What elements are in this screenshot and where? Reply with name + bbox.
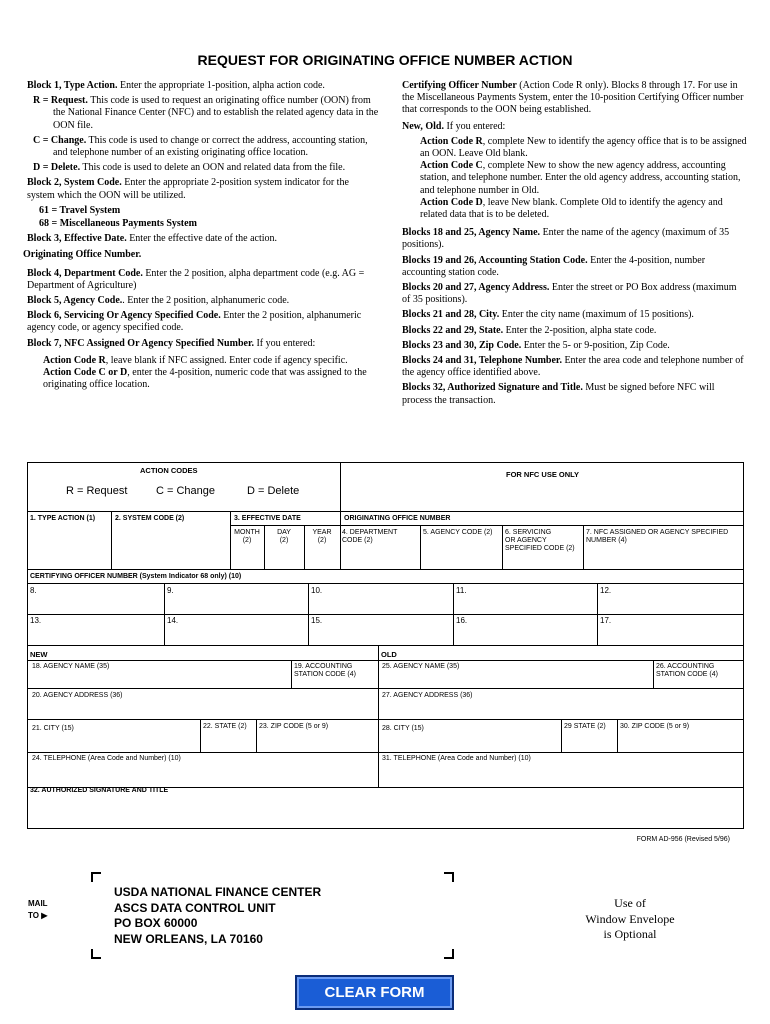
d-instr: D = Delete. This code is used to delete an OON and related data from the file. [33, 162, 346, 174]
mail-text: MAIL [28, 899, 48, 908]
b7r-instr: Action Code R, leave blank if NFC assigned. Enter code if agency specific. [43, 354, 348, 366]
sys61: 61 = Travel System [39, 204, 121, 216]
address-line-4: NEW ORLEANS, LA 70160 [114, 931, 263, 946]
divider [28, 645, 743, 646]
b24-instr: Blocks 24 and 31, Telephone Number. Enter the area code and telephone number of the agency office identified above. [402, 355, 744, 379]
divider [28, 688, 743, 689]
cert-9: 9. [167, 586, 174, 595]
window-corner-bottom-right [444, 949, 454, 959]
b32-instr: Blocks 32, Authorized Signature and Title. Must be signed before NFC will process the transaction. [402, 382, 715, 406]
address-line-2: ASCS DATA CONTROL UNIT [114, 900, 276, 915]
arrow-right-icon: ▶ [41, 911, 48, 920]
field-26-label: 26. ACCOUNTING STATION CODE (4) [656, 663, 718, 678]
divider [28, 511, 743, 512]
divider [617, 719, 618, 752]
cert-10: 10. [311, 586, 323, 595]
to-text: TO [28, 911, 39, 920]
mail-to-label [28, 898, 48, 922]
field-7-label: 7. NFC ASSIGNED OR AGENCY SPECIFIED NUMBER (4) [586, 529, 729, 544]
divider [597, 583, 598, 645]
divider [200, 719, 201, 752]
block6-instr: Block 6, Servicing Or Agency Specified Code. Enter the 2 position, alphanumeric agency code, or agency specified code. [27, 310, 362, 334]
address-line-1: USDA NATIONAL FINANCE CENTER [114, 885, 322, 899]
cert-16: 16. [456, 616, 468, 625]
year-label: YEAR (2) [312, 529, 332, 544]
divider [28, 569, 743, 570]
block5-instr: Block 5, Agency Code.. Enter the 2 position, alphanumeric code. [27, 295, 290, 307]
divider [453, 583, 454, 645]
sys68: 68 = Miscellaneous Payments System [39, 218, 197, 230]
b22-instr: Blocks 22 and 29, State. Enter the 2-position, alpha state code. [402, 324, 657, 336]
field-3-label: 3. EFFECTIVE DATE [234, 515, 301, 522]
legend-request: R = Request [66, 485, 128, 497]
form-number: FORM AD-956 (Revised 5/96) [636, 836, 730, 843]
divider [502, 525, 503, 569]
r-instr: R = Request. This code is used to request an originating office number (OON) from the National Finance Center (NFC) and to establish the related agency data in the OON file. [33, 95, 379, 131]
c-instr: C = Change. This code is used to change or correct the address, accounting station, and telephone number of an existing originating office location. [33, 134, 368, 159]
divider [28, 660, 743, 661]
window-corner-bottom-left [91, 949, 101, 959]
legend-change: C = Change [156, 485, 216, 497]
day-label: DAY (2) [277, 529, 291, 544]
b21-instr: Blocks 21 and 28, City. Enter the city name (maximum of 15 positions). [402, 309, 694, 321]
field-28-label: 28. CITY (15) [382, 725, 424, 732]
divider [111, 511, 112, 569]
acd-instr: Action Code D, leave New blank. Complete Old to identify the agency and related data that is to be deleted. [420, 196, 723, 221]
divider [291, 660, 292, 688]
cert-instr: Certifying Officer Number (Action Code R only). Blocks 8 through 17. For use in the Miscellaneous Payments System, enter the 10-position Certifying Officer number that corresponds to the OON being established. [402, 80, 744, 116]
cert-15: 15. [311, 616, 323, 625]
block1-instr: Block 1, Type Action. Enter the appropriate 1-position, alpha action code. [27, 80, 325, 91]
divider [653, 660, 654, 688]
envelope-note-line-3: is Optional [603, 927, 657, 941]
divider [28, 614, 743, 615]
field-25-label: 25. AGENCY NAME (35) [382, 663, 460, 670]
field-18-label: 18. AGENCY NAME (35) [32, 663, 110, 670]
envelope-note [570, 896, 690, 943]
block4-instr: Block 4, Department Code. Enter the 2 position, alpha department code (e.g. AG = Department of Agriculture) [27, 267, 365, 291]
field-20-label: 20. AGENCY ADDRESS (36) [32, 692, 123, 699]
field-32-label: 32. AUTHORIZED SIGNATURE AND TITLE [30, 787, 169, 794]
divider [28, 583, 743, 584]
b20-instr: Blocks 20 and 27, Agency Address. Enter the street or PO Box address (maximum of 35 positions). [402, 282, 737, 306]
old-heading: OLD [381, 650, 397, 659]
divider [164, 583, 165, 645]
divider [340, 511, 341, 569]
cert-14: 14. [167, 616, 179, 625]
field-4-label: 4. DEPARTMENT CODE (2) [342, 529, 398, 544]
field-24-label: 24. TELEPHONE (Area Code and Number) (10) [32, 755, 181, 762]
action-codes-heading: ACTION CODES [140, 466, 198, 475]
divider [583, 525, 584, 569]
cert-13: 13. [30, 616, 42, 625]
divider [340, 463, 341, 511]
to-line [28, 910, 48, 922]
b7c-instr: Action Code C or D, enter the 4-position, numeric code that was assigned to the originating office location. [43, 367, 367, 391]
block7-instr: Block 7, NFC Assigned Or Agency Specified Number. If you entered: [27, 337, 316, 349]
instructions-left [23, 80, 379, 394]
cert-8: 8. [30, 586, 37, 595]
field-27-label: 27. AGENCY ADDRESS (36) [382, 692, 473, 699]
new-heading: NEW [30, 650, 48, 659]
field-23-label: 23. ZIP CODE (5 or 9) [259, 723, 329, 730]
envelope-note-line-2: Window Envelope [585, 911, 675, 926]
cert-17: 17. [600, 616, 612, 625]
newold-instr: New, Old. If you entered: [402, 120, 506, 132]
b18-instr: Blocks 18 and 25, Agency Name. Enter the name of the agency (maximum of 35 positions). [402, 227, 730, 251]
field-31-label: 31. TELEPHONE (Area Code and Number) (10) [382, 755, 531, 762]
b23-instr: Blocks 23 and 30, Zip Code. Enter the 5- or 9-position, Zip Code. [402, 339, 670, 351]
address-line-3: PO BOX 60000 [114, 916, 198, 930]
window-corner-top-right [444, 872, 454, 882]
oon-form [27, 462, 744, 829]
page-title: REQUEST FOR ORIGINATING OFFICE NUMBER ACTION [197, 52, 573, 68]
field-2-label: 2. SYSTEM CODE (2) [115, 515, 185, 522]
divider [28, 719, 743, 720]
window-corner-top-left [91, 872, 101, 882]
acc-instr: Action Code C, complete New to show the new agency address, accounting station, and telephone number. Enter the old agency address, accounting station, and telephone number in Old. [420, 160, 741, 196]
field-5-label: 5. AGENCY CODE (2) [423, 529, 493, 536]
block2-instr: Block 2, System Code. Enter the appropriate 2-position system indicator for the system which the OON will be utilized. [27, 177, 349, 201]
divider [256, 719, 257, 752]
b19-instr: Blocks 19 and 26, Accounting Station Code. Enter the 4-position, number accounting station code. [402, 254, 706, 278]
clear-form-button[interactable]: CLEAR FORM [295, 975, 454, 1010]
legend-delete: D = Delete [247, 485, 300, 497]
nfc-use-heading: FOR NFC USE ONLY [506, 470, 580, 479]
divider [561, 719, 562, 752]
cert-11: 11. [456, 586, 467, 595]
divider [28, 752, 743, 753]
block3-instr: Block 3, Effective Date. Enter the effective date of the action. [27, 233, 278, 245]
oon-label: ORIGINATING OFFICE NUMBER [344, 515, 451, 522]
divider [378, 645, 379, 787]
field-1-label: 1. TYPE ACTION (1) [30, 515, 96, 522]
month-label: MONTH (2) [234, 529, 260, 544]
instructions-right [402, 80, 747, 410]
acr-instr: Action Code R, complete New to identify the agency office that is to be assigned an OON. Leave Old blank. [420, 135, 747, 160]
field-30-label: 30. ZIP CODE (5 or 9) [620, 723, 690, 730]
field-22-label: 22. STATE (2) [203, 723, 247, 730]
field-19-label: 19. ACCOUNTING STATION CODE (4) [294, 663, 356, 678]
divider [420, 525, 421, 569]
mailing-address [114, 885, 321, 947]
envelope-note-line-1: Use of [614, 896, 646, 910]
field-6-label: 6. SERVICING OR AGENCY SPECIFIED CODE (2) [505, 529, 575, 552]
divider [308, 583, 309, 645]
field-29-label: 29 STATE (2) [564, 723, 606, 730]
cert-label: CERTIFYING OFFICER NUMBER (System Indicator 68 only) (10) [30, 573, 242, 580]
field-21-label: 21. CITY (15) [32, 725, 74, 732]
cert-12: 12. [600, 586, 612, 595]
oon-head: Originating Office Number. [23, 249, 142, 261]
divider [230, 525, 743, 526]
